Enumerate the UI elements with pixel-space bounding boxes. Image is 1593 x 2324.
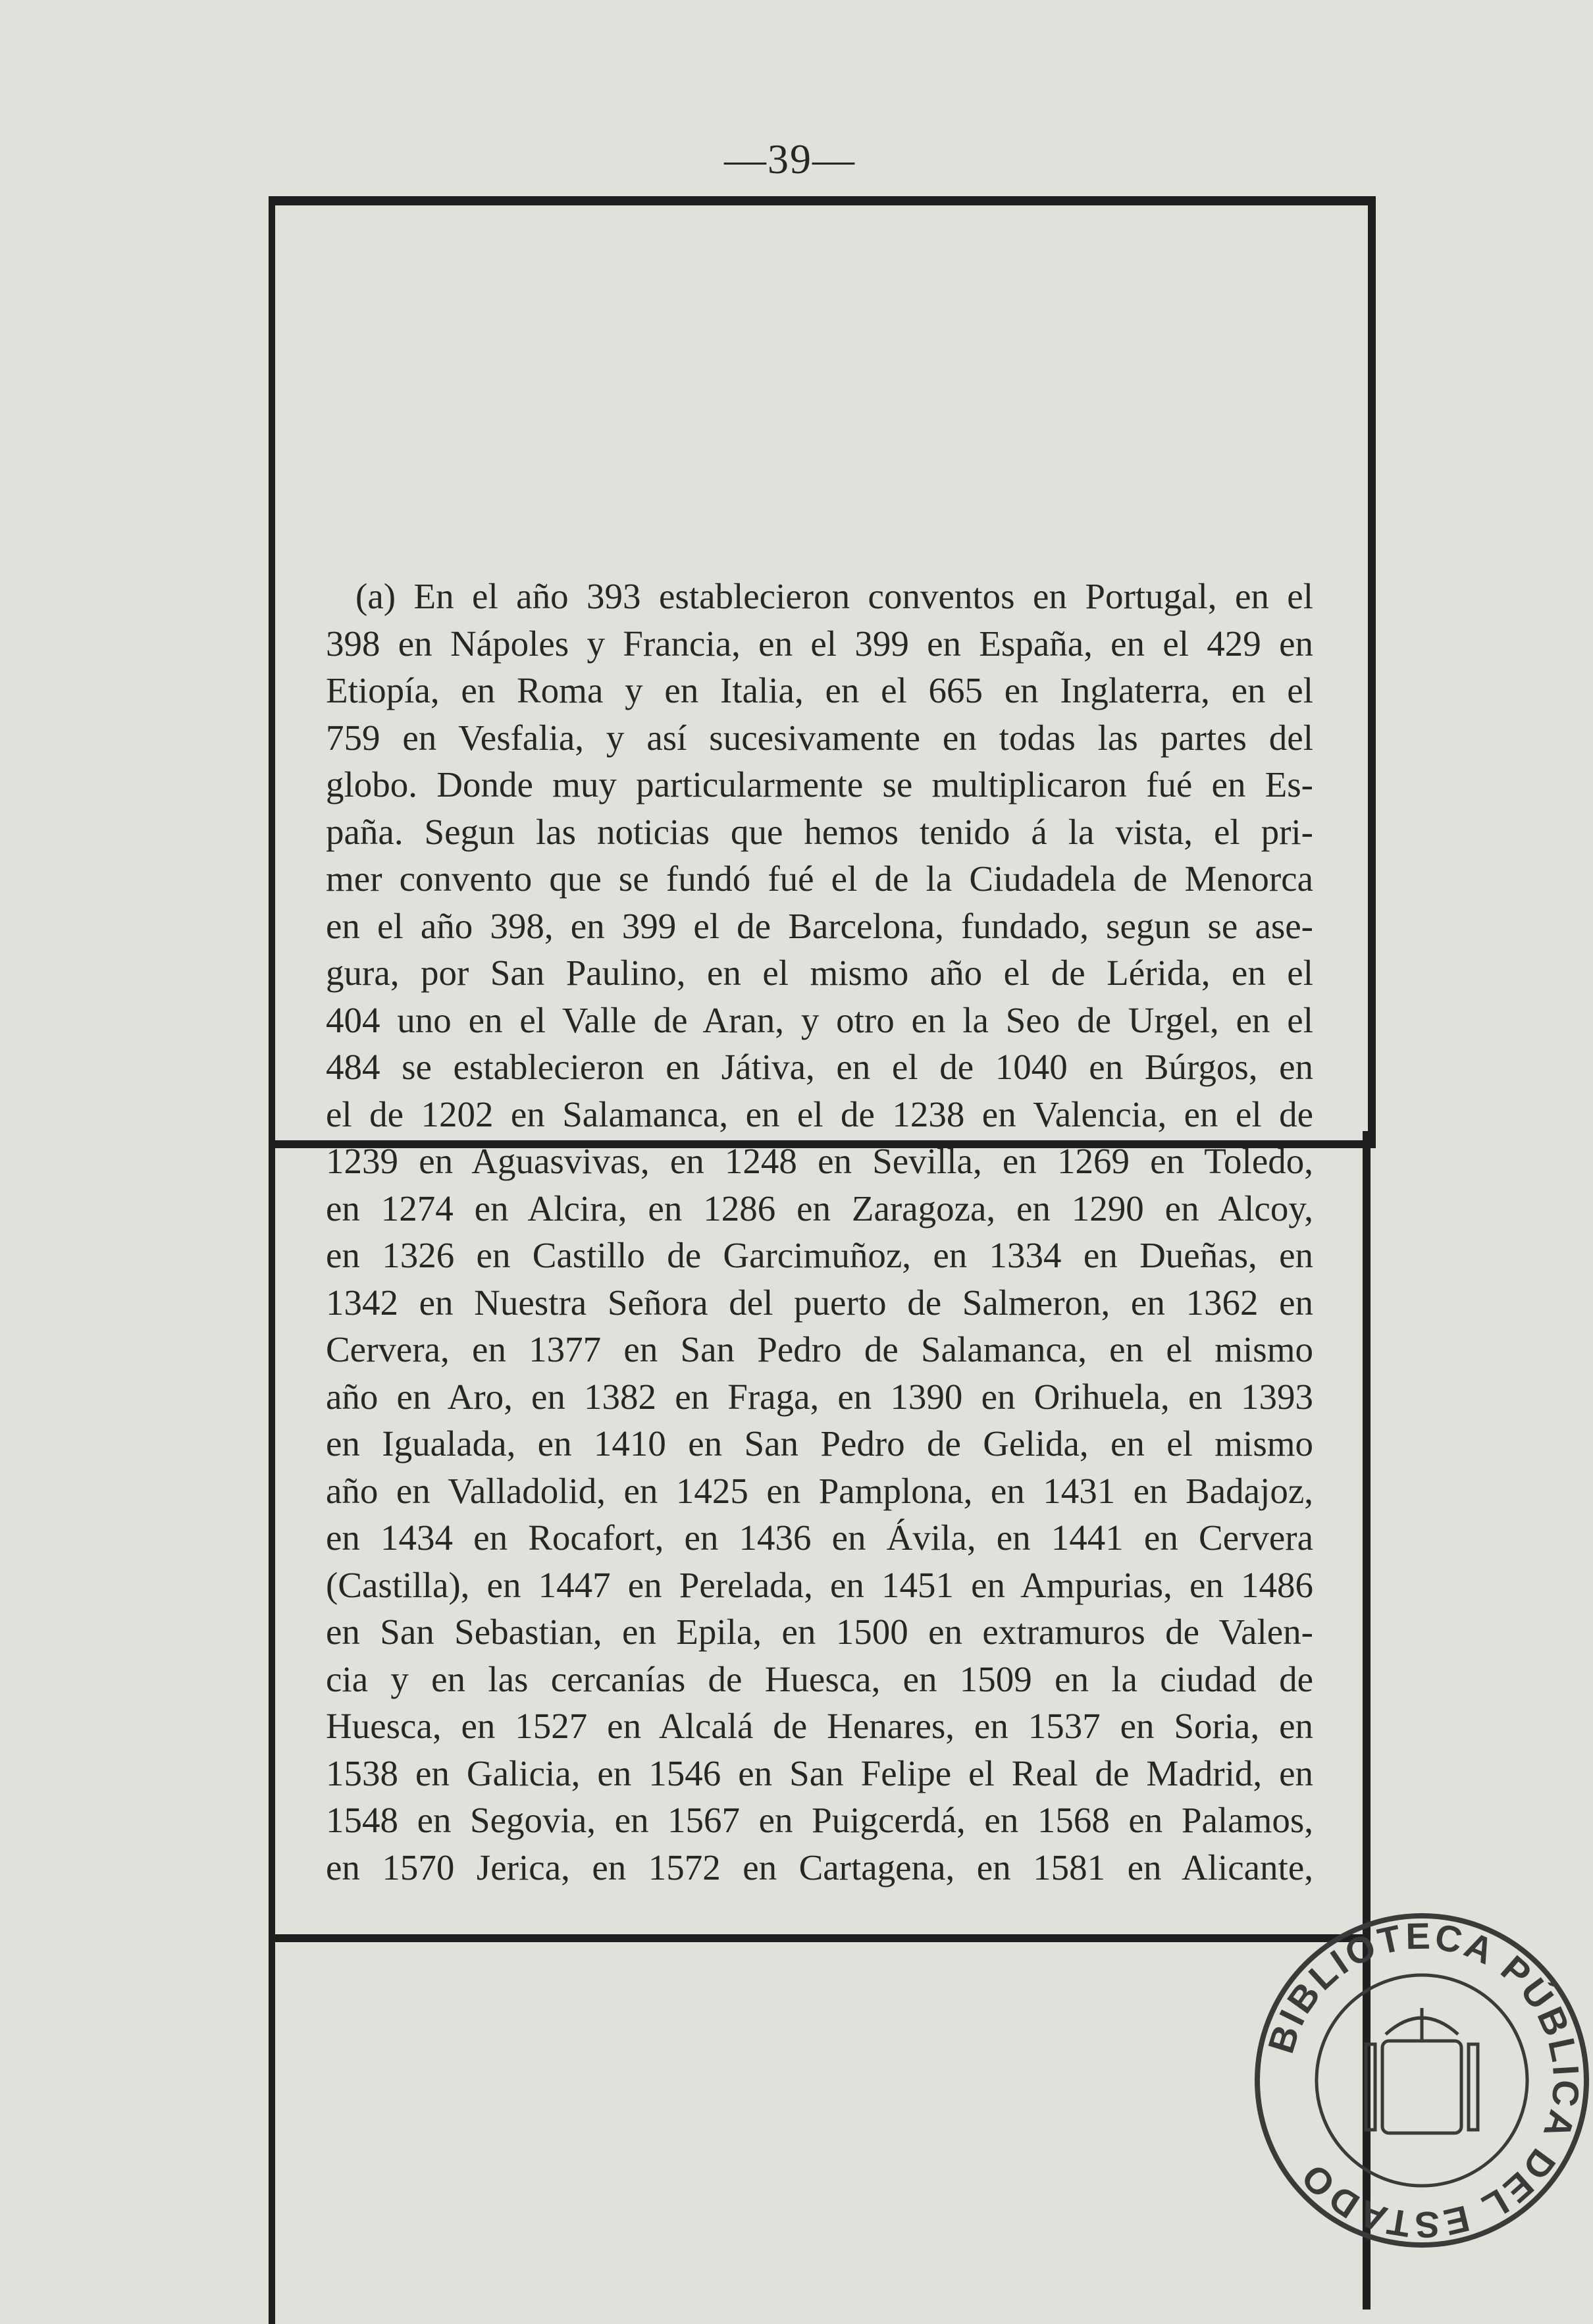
footnote-line: en 1570 Jerica, en 1572 en Cartagena, en 1581 en Alicante, bbox=[326, 1847, 1313, 1888]
footnote-line: Cervera, en 1377 en San Pedro de Salamanca, en el mismo bbox=[326, 1329, 1313, 1369]
footnote-line: en 1326 en Castillo de Garcimuñoz, en 1334 en Dueñas, en bbox=[326, 1235, 1313, 1275]
footnote-line: globo. Donde muy particularmente se multiplicaron fué en Es- bbox=[326, 764, 1313, 805]
coat-of-arms-icon bbox=[1366, 2008, 1478, 2133]
footnote-line: Huesca, en 1527 en Alcalá de Henares, en 1537 en Soria, en bbox=[326, 1706, 1313, 1746]
footnote-line: (a) En el año 393 establecieron conventos en Portugal, en el bbox=[355, 576, 1313, 616]
footnote-line: en 1274 en Alcira, en 1286 en Zaragoza, en 1290 en Alcoy, bbox=[326, 1188, 1313, 1228]
footnote-line: 1548 en Segovia, en 1567 en Puigcerdá, en 1568 en Palamos, bbox=[326, 1800, 1313, 1840]
footnote-line: 759 en Vesfalia, y así sucesivamente en todas las partes del bbox=[326, 717, 1313, 758]
footnote-line: el de 1202 en Salamanca, en el de 1238 en Valencia, en el de bbox=[326, 1094, 1313, 1134]
footnote-text bbox=[326, 573, 1313, 1891]
footnote-line: 1538 en Galicia, en 1546 en San Felipe el Real de Madrid, en bbox=[326, 1753, 1313, 1793]
page-frame-bottom-rule bbox=[269, 1934, 1371, 1942]
footnote-line: en 1434 en Rocafort, en 1436 en Ávila, en 1441 en Cervera bbox=[326, 1518, 1313, 1558]
footnote-line: 1342 en Nuestra Señora del puerto de Salmeron, en 1362 en bbox=[326, 1282, 1313, 1323]
footnote-line: gura, por San Paulino, en el mismo año el de Lérida, en el bbox=[326, 953, 1313, 993]
footnote-line: 1239 en Aguasvivas, en 1248 en Sevilla, en 1269 en Toledo, bbox=[326, 1141, 1313, 1181]
stamp-text: BIBLIOTECA PÚBLICA DEL ESTADO bbox=[1259, 1915, 1588, 2246]
footnote-line: en Igualada, en 1410 en San Pedro de Gelida, en el mismo bbox=[326, 1423, 1313, 1464]
footnote-line: cia y en las cercanías de Huesca, en 1509 en la ciudad de bbox=[326, 1658, 1313, 1699]
footnote-line: Etiopía, en Roma y en Italia, en el 665 en Inglaterra, en el bbox=[326, 670, 1313, 710]
footnote-line: 484 se establecieron en Játiva, en el de 1040 en Búrgos, en bbox=[326, 1047, 1313, 1087]
library-stamp bbox=[1251, 1909, 1593, 2252]
page-frame-left-rule bbox=[269, 1131, 275, 2324]
footnote-line: mer convento que se fundó fué el de la Ciudadela de Menorca bbox=[326, 858, 1313, 899]
footnote-line: en el año 398, en 399 el de Barcelona, fundado, segun se ase- bbox=[326, 905, 1313, 946]
stamp-inner-ring bbox=[1317, 1975, 1527, 2186]
footnote-line: año en Valladolid, en 1425 en Pamplona, en 1431 en Badajoz, bbox=[326, 1470, 1313, 1511]
footnote-line: paña. Segun las noticias que hemos tenido á la vista, el pri- bbox=[326, 811, 1313, 852]
footnote-line: 398 en Nápoles y Francia, en el 399 en España, en el 429 en bbox=[326, 623, 1313, 664]
page-number: —39— bbox=[724, 136, 856, 182]
footnote-line: (Castilla), en 1447 en Perelada, en 1451 en Ampurias, en 1486 bbox=[326, 1564, 1313, 1605]
footnote-line: año en Aro, en 1382 en Fraga, en 1390 en Orihuela, en 1393 bbox=[326, 1376, 1313, 1417]
footnote-line: en San Sebastian, en Epila, en 1500 en extramuros de Valen- bbox=[326, 1612, 1313, 1652]
footnote-line: 404 uno en el Valle de Aran, y otro en la Seo de Urgel, en el bbox=[326, 999, 1313, 1040]
